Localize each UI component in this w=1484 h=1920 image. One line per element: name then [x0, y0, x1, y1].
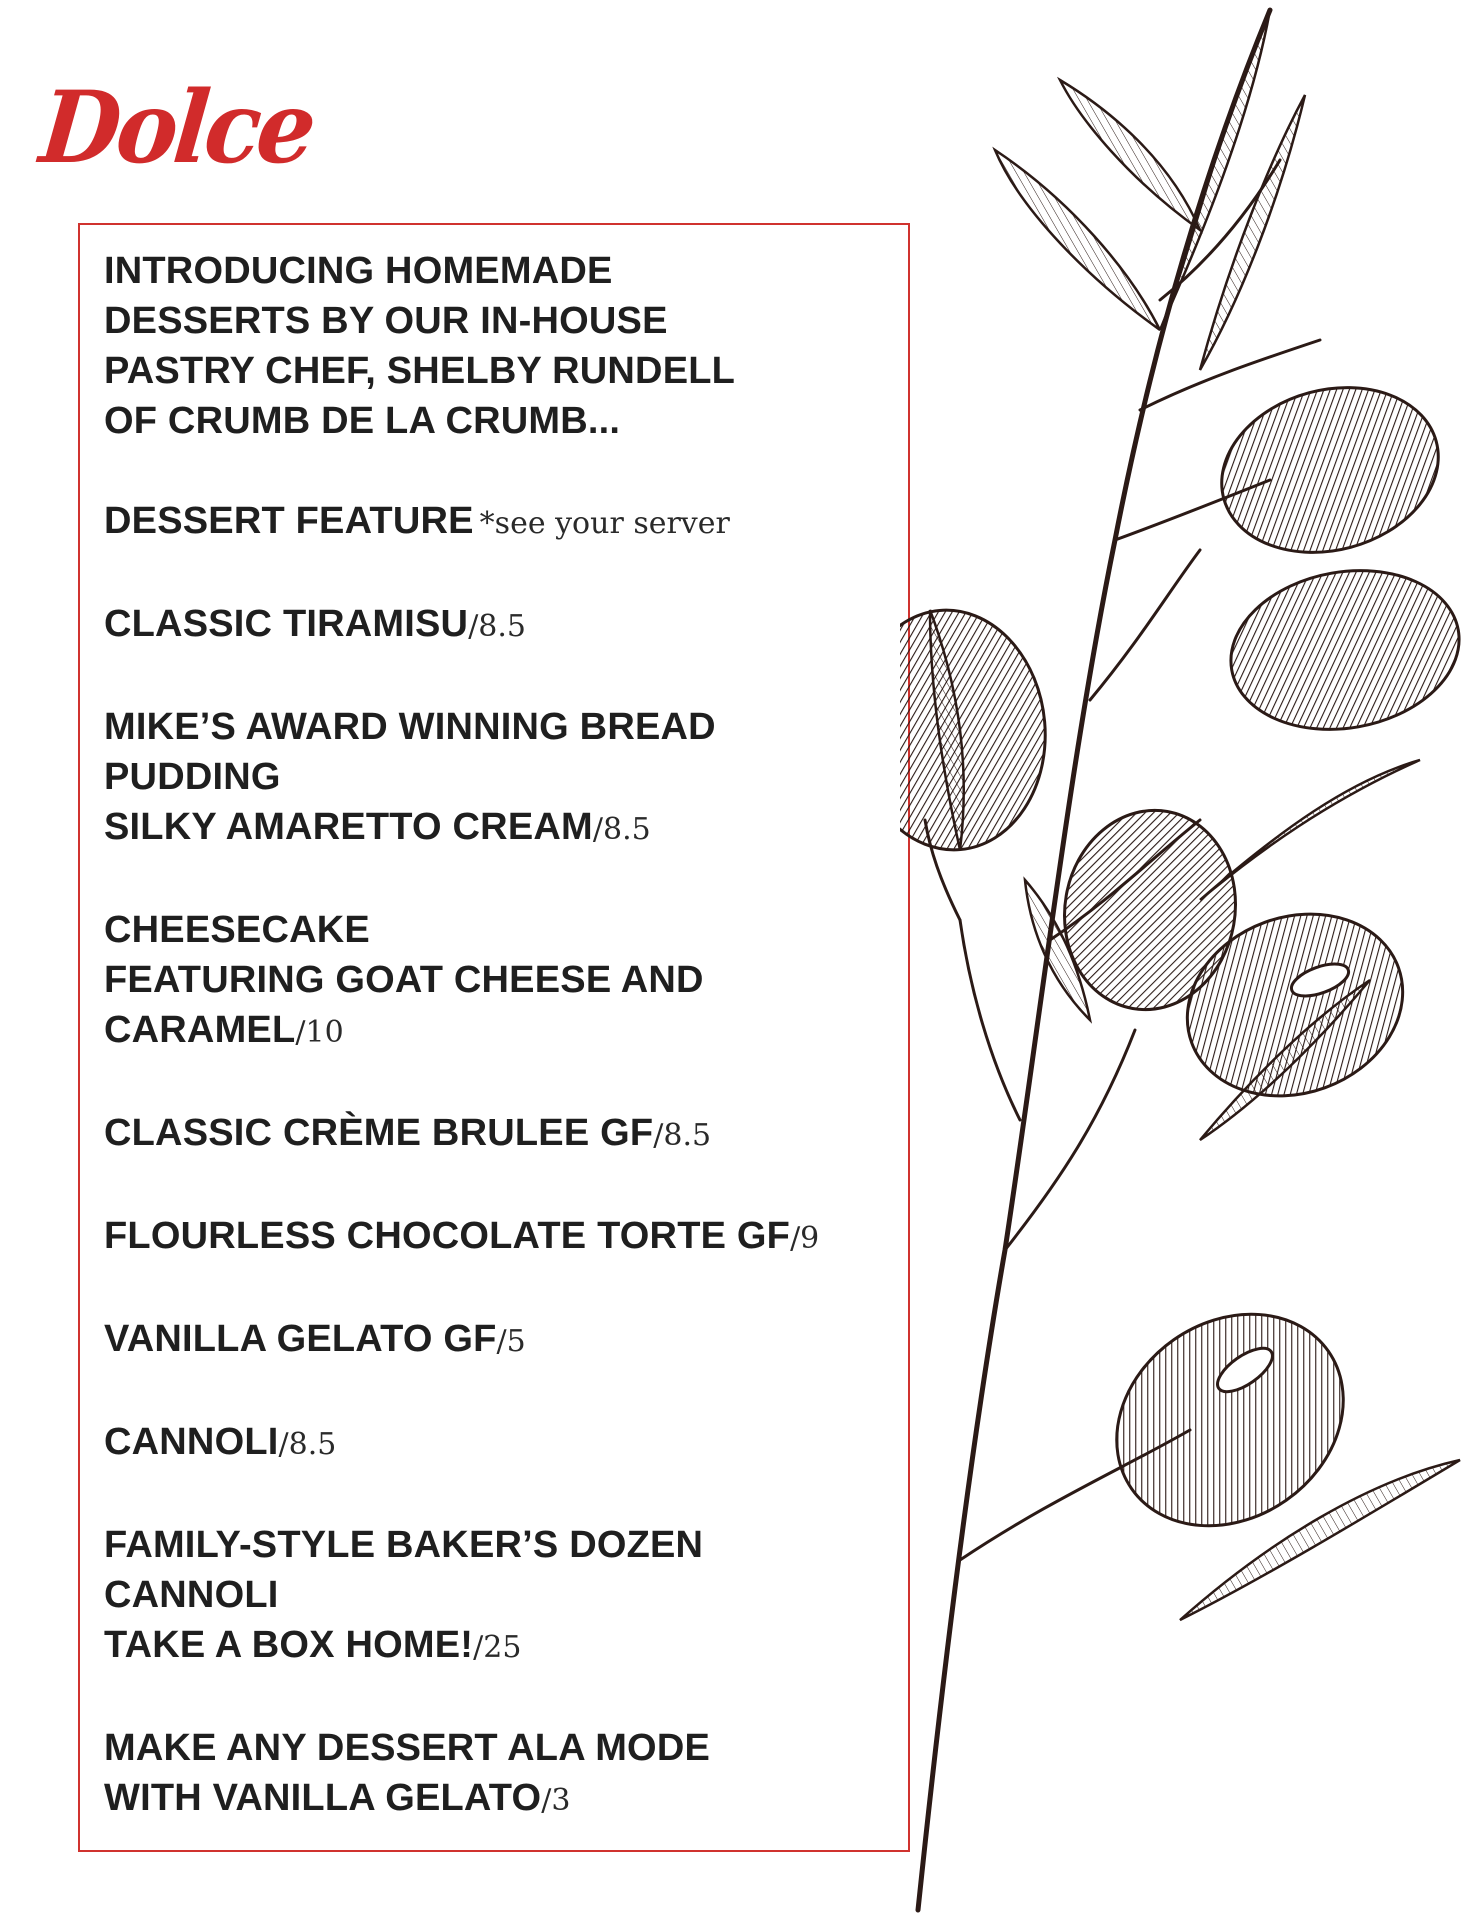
intro-line: INTRODUCING HOMEMADE [104, 250, 613, 292]
menu-item-name: FEATURING GOAT CHEESE AND [104, 959, 704, 1001]
menu-item-price: /8.5 [468, 609, 527, 644]
menu-item [104, 599, 904, 652]
menu-item-price: /10 [295, 1015, 344, 1050]
menu-item [104, 1723, 904, 1826]
menu-item-price: /3 [541, 1783, 571, 1818]
menu-item-name: CLASSIC CRÈME BRULEE GF [104, 1112, 654, 1154]
menu-item-name: WITH VANILLA GELATO [104, 1777, 542, 1819]
menu-item-name: FAMILY-STYLE BAKER’S DOZEN [104, 1524, 704, 1566]
menu-item-price: /8.5 [653, 1118, 712, 1153]
menu-item-price: /8.5 [278, 1427, 337, 1462]
menu-item [104, 1417, 904, 1470]
menu-item-name: CANNOLI [104, 1421, 279, 1463]
menu-item [104, 905, 904, 1058]
menu-item-name: CARAMEL [104, 1009, 296, 1051]
menu-item [104, 1211, 904, 1264]
menu-item-price: /25 [473, 1630, 522, 1665]
menu-item-name: TAKE A BOX HOME! [104, 1624, 474, 1666]
menu-item [104, 1520, 904, 1673]
menu-item-name: FLOURLESS CHOCOLATE TORTE GF [104, 1215, 791, 1257]
menu-item-price: /5 [496, 1324, 526, 1359]
menu-item-name: CHEESECAKE [104, 909, 370, 951]
menu-item-name: PUDDING [104, 756, 281, 798]
menu-item-note: *see your server [479, 506, 730, 541]
menu-item-name: VANILLA GELATO GF [104, 1318, 497, 1360]
menu-item-price: /9 [790, 1221, 820, 1256]
menu-item-name: SILKY AMARETTO CREAM [104, 806, 593, 848]
menu-item-name: CANNOLI [104, 1574, 279, 1616]
menu-item-name: MAKE ANY DESSERT ALA MODE [104, 1727, 711, 1769]
menu-item [104, 1108, 904, 1161]
olive-branch-icon [900, 0, 1484, 1920]
menu-item [104, 702, 904, 855]
menu-item-name: CLASSIC TIRAMISU [104, 603, 469, 645]
menu-item-price: /8.5 [592, 812, 651, 847]
menu-content [104, 246, 904, 1876]
menu-item [104, 496, 904, 549]
menu-item-name: DESSERT FEATURE [104, 500, 474, 542]
intro-line: PASTRY CHEF, SHELBY RUNDELL [104, 350, 736, 392]
intro-text [104, 246, 904, 446]
intro-line: OF CRUMB DE LA CRUMB... [104, 400, 621, 442]
menu-title: Dolce [35, 69, 318, 186]
menu-item [104, 1314, 904, 1367]
intro-line: DESSERTS BY OUR IN-HOUSE [104, 300, 668, 342]
menu-item-name: MIKE’S AWARD WINNING BREAD [104, 706, 716, 748]
menu-items [104, 496, 904, 1826]
